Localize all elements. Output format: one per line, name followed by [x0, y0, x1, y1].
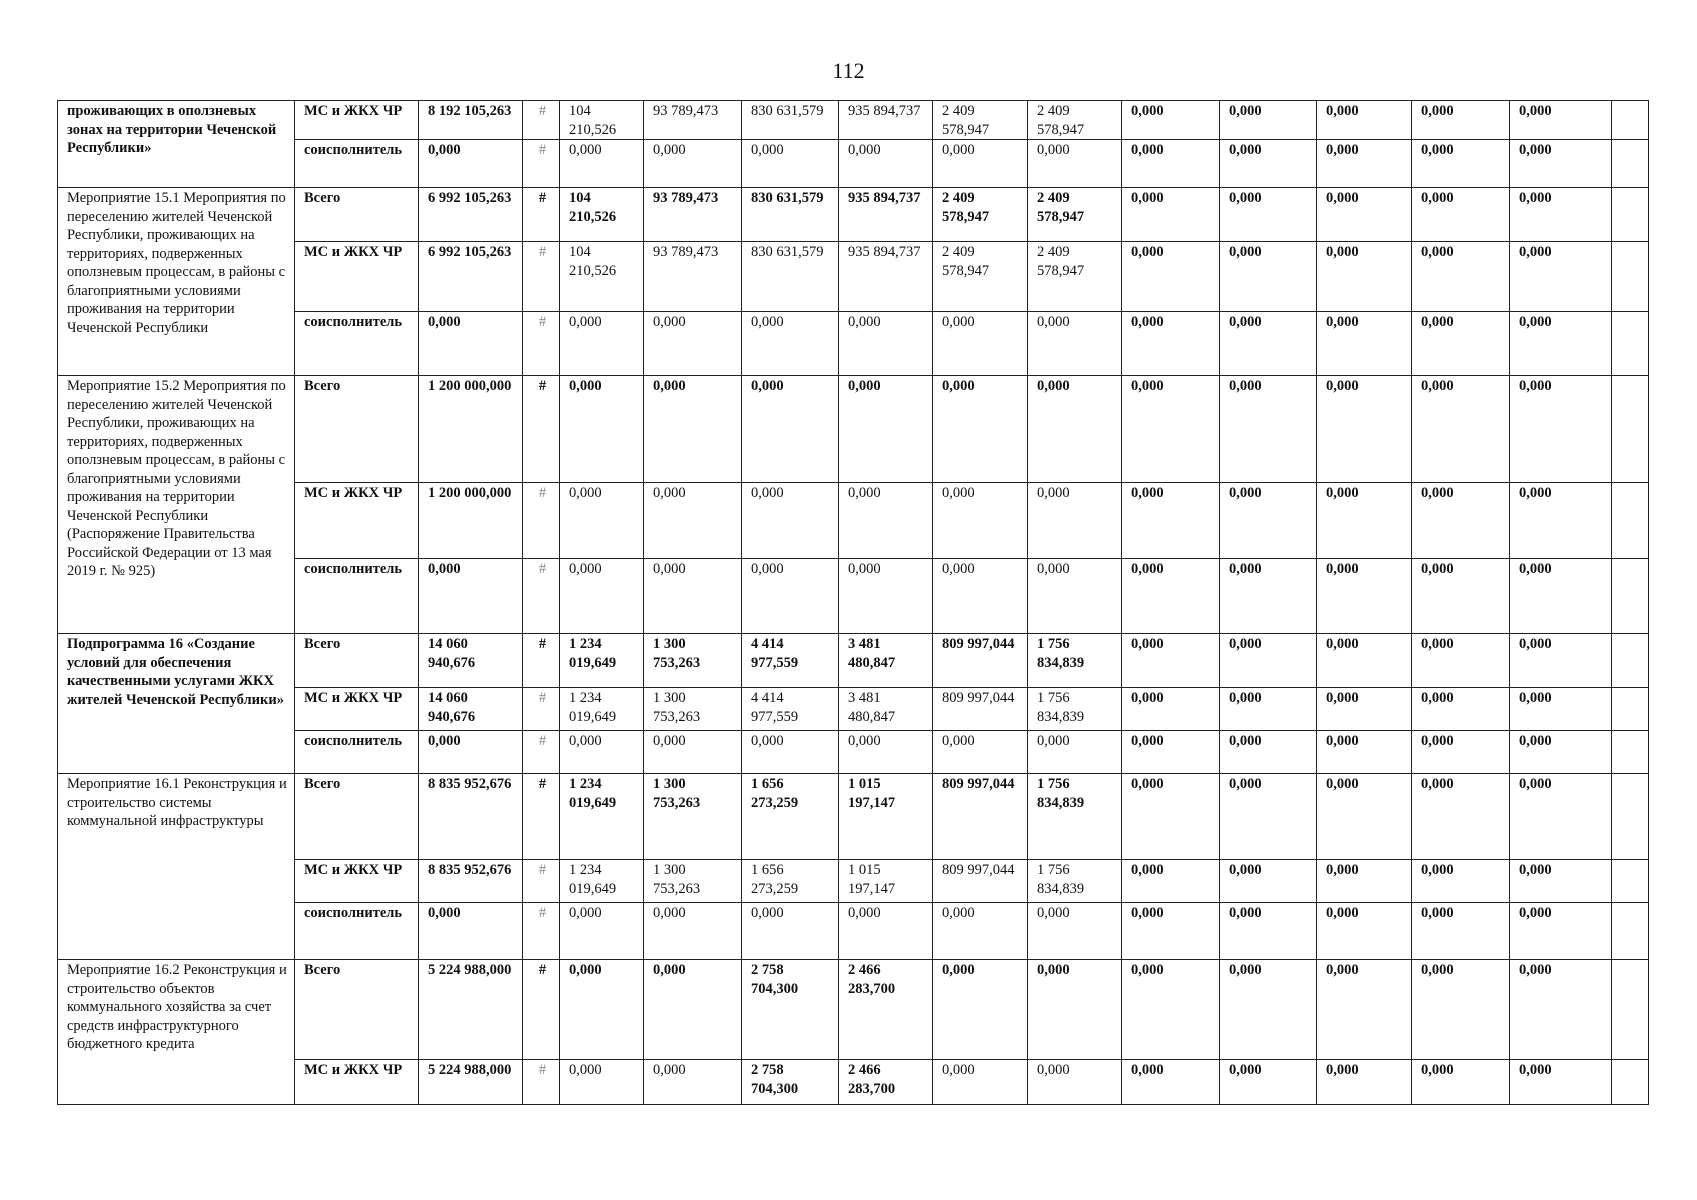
year-value-cell: 830 631,579	[742, 242, 839, 312]
future-year-value-cell: 0,000	[1220, 483, 1317, 559]
future-year-value-cell: 0,000	[1220, 688, 1317, 731]
hash-cell: #	[523, 242, 560, 312]
future-year-value-cell: 0,000	[1317, 376, 1412, 483]
future-year-value-cell: 0,000	[1220, 960, 1317, 1060]
hash-cell: #	[523, 188, 560, 242]
year-value-cell: 0,000	[839, 376, 933, 483]
hash-cell: #	[523, 960, 560, 1060]
year-value-cell: 809 997,044	[933, 688, 1028, 731]
future-year-value-cell: 0,000	[1122, 860, 1220, 903]
future-year-value-cell: 0,000	[1510, 101, 1612, 140]
funding-source-cell: соисполнитель	[295, 731, 419, 774]
total-cell: 14 060 940,676	[419, 634, 523, 688]
total-cell: 5 224 988,000	[419, 1060, 523, 1105]
year-value-cell: 1 300 753,263	[644, 634, 742, 688]
year-value-cell: 809 997,044	[933, 860, 1028, 903]
funding-source-cell: МС и ЖКХ ЧР	[295, 483, 419, 559]
total-cell: 8 835 952,676	[419, 860, 523, 903]
future-year-value-cell: 0,000	[1317, 903, 1412, 960]
year-value-cell: 0,000	[644, 376, 742, 483]
future-year-value-cell: 0,000	[1510, 774, 1612, 860]
year-value-cell: 4 414 977,559	[742, 688, 839, 731]
future-year-value-cell: 0,000	[1317, 188, 1412, 242]
year-value-cell: 0,000	[560, 312, 644, 376]
program-name-cell: Мероприятие 16.2 Реконструкция и строительство объектов коммунального хозяйства за счет средств инфраструктурного бюджетного кредита	[58, 960, 295, 1105]
year-value-cell: 0,000	[839, 140, 933, 188]
future-year-value-cell: 0,000	[1122, 634, 1220, 688]
future-year-value-cell: 0,000	[1122, 101, 1220, 140]
year-value-cell: 0,000	[644, 483, 742, 559]
future-year-value-cell: 0,000	[1412, 140, 1510, 188]
year-value-cell: 935 894,737	[839, 188, 933, 242]
future-year-value-cell: 0,000	[1510, 688, 1612, 731]
year-value-cell: 0,000	[644, 140, 742, 188]
year-value-cell: 1 756 834,839	[1028, 634, 1122, 688]
funding-source-cell: соисполнитель	[295, 903, 419, 960]
future-year-value-cell: 0,000	[1220, 242, 1317, 312]
year-value-cell: 0,000	[742, 312, 839, 376]
year-value-cell: 4 414 977,559	[742, 634, 839, 688]
total-cell: 1 200 000,000	[419, 483, 523, 559]
year-value-cell: 830 631,579	[742, 101, 839, 140]
future-year-value-cell: 0,000	[1412, 774, 1510, 860]
year-value-cell: 1 234 019,649	[560, 774, 644, 860]
year-value-cell: 1 234 019,649	[560, 634, 644, 688]
total-cell: 8 192 105,263	[419, 101, 523, 140]
empty-cell	[1612, 860, 1649, 903]
year-value-cell: 0,000	[742, 483, 839, 559]
year-value-cell: 0,000	[933, 140, 1028, 188]
year-value-cell: 1 756 834,839	[1028, 774, 1122, 860]
year-value-cell: 0,000	[1028, 1060, 1122, 1105]
empty-cell	[1612, 731, 1649, 774]
empty-cell	[1612, 774, 1649, 860]
year-value-cell: 0,000	[742, 731, 839, 774]
year-value-cell: 0,000	[560, 731, 644, 774]
year-value-cell: 0,000	[560, 559, 644, 634]
total-cell: 6 992 105,263	[419, 188, 523, 242]
future-year-value-cell: 0,000	[1220, 634, 1317, 688]
year-value-cell: 1 015 197,147	[839, 860, 933, 903]
future-year-value-cell: 0,000	[1510, 634, 1612, 688]
table-row	[58, 860, 1649, 903]
funding-source-cell: Всего	[295, 376, 419, 483]
future-year-value-cell: 0,000	[1122, 140, 1220, 188]
year-value-cell: 0,000	[933, 731, 1028, 774]
future-year-value-cell: 0,000	[1122, 731, 1220, 774]
hash-cell: #	[523, 774, 560, 860]
total-cell: 0,000	[419, 903, 523, 960]
future-year-value-cell: 0,000	[1510, 483, 1612, 559]
year-value-cell: 0,000	[644, 731, 742, 774]
year-value-cell: 2 409 578,947	[1028, 101, 1122, 140]
table-row	[58, 903, 1649, 960]
future-year-value-cell: 0,000	[1412, 634, 1510, 688]
year-value-cell: 0,000	[560, 903, 644, 960]
year-value-cell: 0,000	[560, 483, 644, 559]
table-row	[58, 559, 1649, 634]
table-row	[58, 483, 1649, 559]
future-year-value-cell: 0,000	[1510, 1060, 1612, 1105]
table-row	[58, 731, 1649, 774]
hash-cell: #	[523, 101, 560, 140]
year-value-cell: 104 210,526	[560, 242, 644, 312]
year-value-cell: 2 409 578,947	[1028, 242, 1122, 312]
funding-source-cell: МС и ЖКХ ЧР	[295, 242, 419, 312]
total-cell: 14 060 940,676	[419, 688, 523, 731]
year-value-cell: 0,000	[839, 483, 933, 559]
total-cell: 8 835 952,676	[419, 774, 523, 860]
future-year-value-cell: 0,000	[1510, 376, 1612, 483]
year-value-cell: 0,000	[644, 903, 742, 960]
year-value-cell: 2 758 704,300	[742, 1060, 839, 1105]
hash-cell: #	[523, 634, 560, 688]
hash-cell: #	[523, 688, 560, 731]
future-year-value-cell: 0,000	[1317, 483, 1412, 559]
future-year-value-cell: 0,000	[1412, 1060, 1510, 1105]
future-year-value-cell: 0,000	[1412, 242, 1510, 312]
future-year-value-cell: 0,000	[1122, 312, 1220, 376]
future-year-value-cell: 0,000	[1412, 960, 1510, 1060]
year-value-cell: 1 756 834,839	[1028, 688, 1122, 731]
future-year-value-cell: 0,000	[1412, 860, 1510, 903]
program-name-cell: Мероприятие 15.1 Мероприятия по переселению жителей Чеченской Республики, проживающих на территориях, подверженных оползневым процессам, в районы с благоприятными условиями проживания на территории Чеченской Республики	[58, 188, 295, 376]
funding-source-cell: соисполнитель	[295, 312, 419, 376]
table-row	[58, 242, 1649, 312]
future-year-value-cell: 0,000	[1122, 960, 1220, 1060]
future-year-value-cell: 0,000	[1412, 903, 1510, 960]
table-row	[58, 101, 1649, 140]
future-year-value-cell: 0,000	[1412, 559, 1510, 634]
future-year-value-cell: 0,000	[1317, 688, 1412, 731]
year-value-cell: 1 656 273,259	[742, 860, 839, 903]
year-value-cell: 2 409 578,947	[933, 242, 1028, 312]
total-cell: 0,000	[419, 312, 523, 376]
budget-table	[57, 100, 1649, 1105]
future-year-value-cell: 0,000	[1220, 860, 1317, 903]
year-value-cell: 2 409 578,947	[933, 188, 1028, 242]
total-cell: 0,000	[419, 140, 523, 188]
future-year-value-cell: 0,000	[1510, 242, 1612, 312]
future-year-value-cell: 0,000	[1412, 483, 1510, 559]
table-row	[58, 960, 1649, 1060]
table-row	[58, 634, 1649, 688]
empty-cell	[1612, 634, 1649, 688]
hash-cell: #	[523, 140, 560, 188]
year-value-cell: 0,000	[644, 960, 742, 1060]
future-year-value-cell: 0,000	[1412, 376, 1510, 483]
program-name-cell: Подпрограмма 16 «Создание условий для обеспечения качественными услугами ЖКХ жителей Чеченской Республики»	[58, 634, 295, 774]
year-value-cell: 0,000	[560, 1060, 644, 1105]
total-cell: 6 992 105,263	[419, 242, 523, 312]
year-value-cell: 93 789,473	[644, 101, 742, 140]
future-year-value-cell: 0,000	[1220, 188, 1317, 242]
hash-cell: #	[523, 731, 560, 774]
future-year-value-cell: 0,000	[1510, 731, 1612, 774]
year-value-cell: 1 300 753,263	[644, 774, 742, 860]
year-value-cell: 0,000	[742, 376, 839, 483]
future-year-value-cell: 0,000	[1317, 860, 1412, 903]
year-value-cell: 2 409 578,947	[933, 101, 1028, 140]
year-value-cell: 0,000	[560, 376, 644, 483]
empty-cell	[1612, 140, 1649, 188]
future-year-value-cell: 0,000	[1317, 1060, 1412, 1105]
future-year-value-cell: 0,000	[1220, 1060, 1317, 1105]
year-value-cell: 0,000	[742, 559, 839, 634]
table-row	[58, 774, 1649, 860]
future-year-value-cell: 0,000	[1220, 312, 1317, 376]
year-value-cell: 0,000	[644, 312, 742, 376]
year-value-cell: 0,000	[933, 1060, 1028, 1105]
empty-cell	[1612, 312, 1649, 376]
year-value-cell: 2 758 704,300	[742, 960, 839, 1060]
table-row	[58, 140, 1649, 188]
hash-cell: #	[523, 559, 560, 634]
future-year-value-cell: 0,000	[1510, 559, 1612, 634]
year-value-cell: 1 234 019,649	[560, 860, 644, 903]
year-value-cell: 0,000	[644, 1060, 742, 1105]
year-value-cell: 93 789,473	[644, 188, 742, 242]
future-year-value-cell: 0,000	[1317, 634, 1412, 688]
year-value-cell: 0,000	[1028, 960, 1122, 1060]
year-value-cell: 0,000	[1028, 903, 1122, 960]
empty-cell	[1612, 960, 1649, 1060]
funding-source-cell: Всего	[295, 188, 419, 242]
future-year-value-cell: 0,000	[1220, 376, 1317, 483]
funding-source-cell: Всего	[295, 634, 419, 688]
year-value-cell: 0,000	[742, 903, 839, 960]
future-year-value-cell: 0,000	[1317, 140, 1412, 188]
future-year-value-cell: 0,000	[1122, 376, 1220, 483]
future-year-value-cell: 0,000	[1510, 312, 1612, 376]
year-value-cell: 935 894,737	[839, 101, 933, 140]
empty-cell	[1612, 1060, 1649, 1105]
future-year-value-cell: 0,000	[1412, 731, 1510, 774]
empty-cell	[1612, 903, 1649, 960]
year-value-cell: 0,000	[933, 903, 1028, 960]
future-year-value-cell: 0,000	[1122, 1060, 1220, 1105]
future-year-value-cell: 0,000	[1122, 903, 1220, 960]
year-value-cell: 0,000	[1028, 312, 1122, 376]
future-year-value-cell: 0,000	[1317, 242, 1412, 312]
future-year-value-cell: 0,000	[1317, 559, 1412, 634]
hash-cell: #	[523, 312, 560, 376]
year-value-cell: 0,000	[839, 903, 933, 960]
future-year-value-cell: 0,000	[1122, 242, 1220, 312]
future-year-value-cell: 0,000	[1510, 860, 1612, 903]
program-name-cell: Мероприятие 15.2 Мероприятия по переселению жителей Чеченской Республики, проживающих на территориях, подверженных оползневым процессам, в районы с благоприятными условиями проживания на территории Чеченской Республики (Распоряжение Правительства Российской Федерации от 13 мая 2019 г. № 925)	[58, 376, 295, 634]
year-value-cell: 0,000	[742, 140, 839, 188]
year-value-cell: 2 466 283,700	[839, 960, 933, 1060]
future-year-value-cell: 0,000	[1412, 101, 1510, 140]
future-year-value-cell: 0,000	[1220, 774, 1317, 860]
future-year-value-cell: 0,000	[1122, 188, 1220, 242]
table-row	[58, 688, 1649, 731]
hash-cell: #	[523, 483, 560, 559]
table-row	[58, 312, 1649, 376]
year-value-cell: 0,000	[1028, 559, 1122, 634]
future-year-value-cell: 0,000	[1412, 312, 1510, 376]
future-year-value-cell: 0,000	[1220, 559, 1317, 634]
empty-cell	[1612, 376, 1649, 483]
funding-source-cell: соисполнитель	[295, 559, 419, 634]
year-value-cell: 1 300 753,263	[644, 860, 742, 903]
total-cell: 0,000	[419, 559, 523, 634]
year-value-cell: 93 789,473	[644, 242, 742, 312]
future-year-value-cell: 0,000	[1220, 903, 1317, 960]
program-name-cell: проживающих в оползневых зонах на территории Чеченской Республики»	[58, 101, 295, 188]
funding-source-cell: МС и ЖКХ ЧР	[295, 101, 419, 140]
future-year-value-cell: 0,000	[1412, 188, 1510, 242]
year-value-cell: 0,000	[1028, 376, 1122, 483]
year-value-cell: 809 997,044	[933, 634, 1028, 688]
year-value-cell: 0,000	[933, 312, 1028, 376]
year-value-cell: 809 997,044	[933, 774, 1028, 860]
funding-source-cell: Всего	[295, 960, 419, 1060]
year-value-cell: 0,000	[644, 559, 742, 634]
future-year-value-cell: 0,000	[1122, 559, 1220, 634]
table-row	[58, 376, 1649, 483]
hash-cell: #	[523, 860, 560, 903]
future-year-value-cell: 0,000	[1510, 140, 1612, 188]
empty-cell	[1612, 188, 1649, 242]
year-value-cell: 2 466 283,700	[839, 1060, 933, 1105]
future-year-value-cell: 0,000	[1122, 688, 1220, 731]
future-year-value-cell: 0,000	[1317, 101, 1412, 140]
year-value-cell: 2 409 578,947	[1028, 188, 1122, 242]
year-value-cell: 0,000	[839, 731, 933, 774]
year-value-cell: 830 631,579	[742, 188, 839, 242]
future-year-value-cell: 0,000	[1220, 731, 1317, 774]
hash-cell: #	[523, 376, 560, 483]
future-year-value-cell: 0,000	[1220, 101, 1317, 140]
empty-cell	[1612, 242, 1649, 312]
future-year-value-cell: 0,000	[1317, 960, 1412, 1060]
hash-cell: #	[523, 903, 560, 960]
funding-source-cell: МС и ЖКХ ЧР	[295, 860, 419, 903]
year-value-cell: 0,000	[839, 312, 933, 376]
future-year-value-cell: 0,000	[1122, 483, 1220, 559]
year-value-cell: 1 300 753,263	[644, 688, 742, 731]
year-value-cell: 1 656 273,259	[742, 774, 839, 860]
future-year-value-cell: 0,000	[1317, 774, 1412, 860]
total-cell: 5 224 988,000	[419, 960, 523, 1060]
empty-cell	[1612, 688, 1649, 731]
year-value-cell: 1 756 834,839	[1028, 860, 1122, 903]
future-year-value-cell: 0,000	[1510, 903, 1612, 960]
future-year-value-cell: 0,000	[1510, 188, 1612, 242]
funding-source-cell: МС и ЖКХ ЧР	[295, 688, 419, 731]
year-value-cell: 0,000	[933, 960, 1028, 1060]
future-year-value-cell: 0,000	[1317, 312, 1412, 376]
year-value-cell: 3 481 480,847	[839, 634, 933, 688]
year-value-cell: 0,000	[1028, 140, 1122, 188]
total-cell: 1 200 000,000	[419, 376, 523, 483]
table-row	[58, 188, 1649, 242]
year-value-cell: 1 015 197,147	[839, 774, 933, 860]
funding-source-cell: Всего	[295, 774, 419, 860]
funding-source-cell: МС и ЖКХ ЧР	[295, 1060, 419, 1105]
future-year-value-cell: 0,000	[1317, 731, 1412, 774]
future-year-value-cell: 0,000	[1122, 774, 1220, 860]
year-value-cell: 104 210,526	[560, 101, 644, 140]
year-value-cell: 0,000	[1028, 483, 1122, 559]
empty-cell	[1612, 101, 1649, 140]
empty-cell	[1612, 559, 1649, 634]
funding-source-cell: соисполнитель	[295, 140, 419, 188]
total-cell: 0,000	[419, 731, 523, 774]
future-year-value-cell: 0,000	[1510, 960, 1612, 1060]
year-value-cell: 0,000	[839, 559, 933, 634]
year-value-cell: 0,000	[560, 140, 644, 188]
year-value-cell: 0,000	[560, 960, 644, 1060]
year-value-cell: 0,000	[933, 376, 1028, 483]
year-value-cell: 104 210,526	[560, 188, 644, 242]
future-year-value-cell: 0,000	[1412, 688, 1510, 731]
year-value-cell: 0,000	[1028, 731, 1122, 774]
year-value-cell: 0,000	[933, 559, 1028, 634]
year-value-cell: 1 234 019,649	[560, 688, 644, 731]
page-number: 112	[832, 58, 865, 83]
hash-cell: #	[523, 1060, 560, 1105]
empty-cell	[1612, 483, 1649, 559]
table-row	[58, 1060, 1649, 1105]
year-value-cell: 935 894,737	[839, 242, 933, 312]
year-value-cell: 3 481 480,847	[839, 688, 933, 731]
year-value-cell: 0,000	[933, 483, 1028, 559]
program-name-cell: Мероприятие 16.1 Реконструкция и строительство системы коммунальной инфраструктуры	[58, 774, 295, 960]
future-year-value-cell: 0,000	[1220, 140, 1317, 188]
